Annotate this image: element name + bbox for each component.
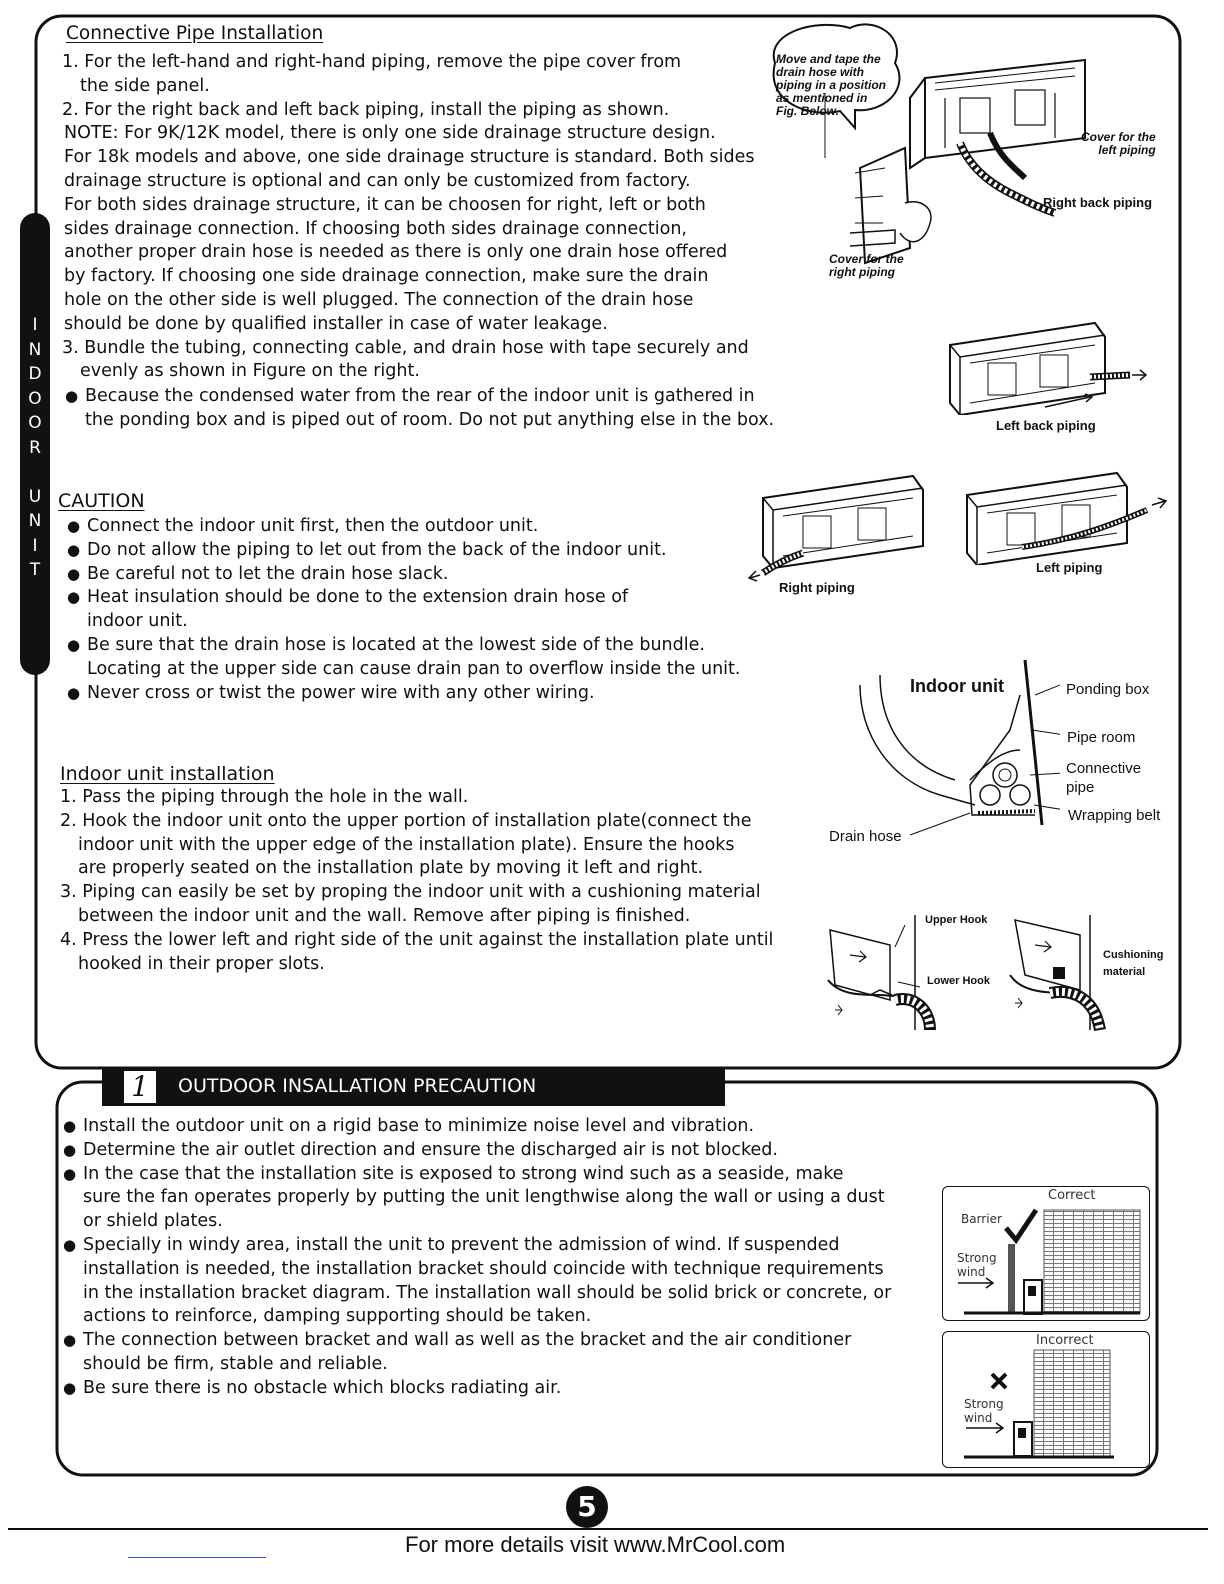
movetape-line: Fig. Below. [776, 104, 839, 118]
pipe-install-bullet-line: ● Because the condensed water from the rear of the indoor unit is gathered in [85, 385, 755, 409]
coverleft-line: left piping [1098, 143, 1156, 157]
side-tab-letter: U [28, 486, 42, 507]
correct-label: Correct [1048, 1188, 1096, 1203]
cushioning-label [1103, 947, 1164, 981]
incorrect-label: Incorrect [1036, 1333, 1094, 1348]
caution-line: ● Heat insulation should be done to the extension drain hose of [87, 586, 628, 610]
connpipe-line: Connective [1066, 760, 1142, 777]
outdoor-line: sure the fan operates properly by putting the unit lengthwise along the wall or using a dust [83, 1187, 885, 1208]
wind2-line: Strong [964, 1397, 1004, 1411]
outdoor-line: ● In the case that the installation site is exposed to strong wind such as a seaside, make [83, 1163, 844, 1187]
page-number: 5 [577, 1490, 597, 1523]
side-tab-letter: O [28, 388, 42, 409]
indoor-install-line: 2. Hook the indoor unit onto the upper portion of installation plate(connect the [60, 810, 752, 831]
outdoor-line: installation is needed, the installation bracket should coincide with technique requirements [83, 1258, 884, 1279]
caution-line: ● Never cross or twist the power wire with any other wiring. [87, 682, 595, 706]
drain-hose-label: Drain hose [829, 828, 902, 845]
pipe-install-line: drainage structure is optional and can only be customized from factory. [64, 171, 691, 191]
cushion-line: material [1103, 966, 1146, 978]
indoor-install-line: 4. Press the lower left and right side of the unit against the installation plate until [60, 929, 774, 950]
pipe-install-line: 1. For the left-hand and right-hand piping, remove the pipe cover from [62, 52, 682, 72]
footer-link-underline [128, 1557, 266, 1558]
strong-wind-label-correct [957, 1251, 997, 1279]
wind1-line: wind [957, 1265, 986, 1279]
coverright-line: right piping [829, 265, 895, 279]
movetape-line: piping in a position [776, 78, 886, 92]
move-tape-label [776, 53, 886, 118]
indoor-install-line: between the indoor unit and the wall. Remove after piping is finished. [78, 906, 691, 926]
lower-hook-label: Lower Hook [927, 975, 990, 987]
upper-hook-label: Upper Hook [925, 914, 988, 926]
outdoor-line: actions to reinforce, damping supporting should be taken. [83, 1306, 592, 1327]
pipe-install-line: 2. For the right back and left back piping, install the piping as shown. [62, 99, 670, 120]
footer-text: For more details visit www.MrCool.com [405, 1532, 786, 1557]
indoor-install-line: 3. Piping can easily be set by proping the indoor unit with a cushioning material [60, 882, 761, 903]
wind1-line: Strong [957, 1251, 997, 1265]
left-back-piping-illustration [940, 315, 1160, 415]
ponding-box-label: Ponding box [1066, 681, 1150, 698]
side-tab-letter: N [28, 339, 42, 360]
left-piping-label: Left piping [1036, 560, 1103, 575]
outdoor-number: 1 [131, 1070, 149, 1103]
strong-wind-label-incorrect [964, 1397, 1004, 1425]
outdoor-line: ● The connection between bracket and wall as well as the bracket and the air conditioner [83, 1329, 851, 1353]
left-back-piping-label: Left back piping [996, 418, 1096, 433]
outdoor-line: in the installation bracket diagram. The installation wall should be solid brick or concrete, or [83, 1282, 892, 1303]
footer-rule [8, 1528, 1208, 1530]
outdoor-line: ● Determine the air outlet direction and ensure the discharged air is not blocked. [83, 1139, 778, 1163]
pipe-install-line: NOTE: For 9K/12K model, there is only one side drainage structure design. [64, 123, 716, 144]
pipe-install-line: evenly as shown in Figure on the right. [80, 361, 420, 382]
pipe-install-line: For 18k models and above, one side drainage structure is standard. Both sides [64, 147, 755, 168]
pipe-install-line: the side panel. [80, 75, 210, 96]
outdoor-line: ● Install the outdoor unit on a rigid base to minimize noise level and vibration. [83, 1115, 754, 1139]
indoor-install-title: Indoor unit installation [60, 763, 275, 785]
side-tab-letter: T [29, 560, 41, 580]
pipe-install-line: by factory. If choosing one side drainage connection, make sure the drain [64, 266, 709, 287]
cover-left-label [1081, 131, 1156, 157]
side-tab-letter: I [32, 535, 38, 556]
cushion-line: Cushioning [1103, 949, 1164, 961]
outdoor-line: should be firm, stable and reliable. [83, 1354, 388, 1374]
caution-line: indoor unit. [87, 611, 188, 632]
side-tab-letter: R [29, 437, 41, 458]
caution-line: ● Do not allow the piping to let out from the back of the indoor unit. [87, 539, 667, 563]
coverleft-line: Cover for the [1081, 130, 1156, 144]
side-tab-letter: D [28, 364, 42, 384]
indoor-install-line: indoor unit with the upper edge of the installation plate). Ensure the hooks [78, 834, 735, 855]
movetape-line: Move and tape the [776, 52, 881, 66]
side-tab-letters [20, 313, 50, 583]
pipe-install-line: hole on the other side is well plugged. The connection of the drain hose [64, 290, 694, 310]
right-back-piping-label: Right back piping [1043, 195, 1153, 210]
outdoor-line: or shield plates. [83, 1211, 223, 1232]
pipe-install-line: sides drainage connection. If choosing both sides drainage connection, [64, 218, 687, 239]
pipe-install-line: For both sides drainage structure, it can be choosen for right, left or both [64, 194, 706, 215]
pipe-install-line: another proper drain hose is needed as there is only one drain hose offered [64, 242, 728, 263]
left-piping-illustration [962, 455, 1172, 565]
caution-line: ● Connect the indoor unit first, then the outdoor unit. [87, 515, 538, 539]
wind2-line: wind [964, 1411, 993, 1425]
connective-pipe-label [1066, 759, 1141, 797]
caution-line: Locating at the upper side can cause drain pan to overflow inside the unit. [87, 658, 741, 679]
caution-line: ● Be sure that the drain hose is located at the lowest side of the bundle. [87, 634, 705, 658]
outdoor-title: OUTDOOR INSALLATION PRECAUTION [178, 1075, 537, 1097]
movetape-line: as mentioned in [776, 91, 868, 105]
pipe-room-label: Pipe room [1067, 729, 1136, 746]
indoor-install-line: hooked in their proper slots. [78, 953, 325, 974]
coverright-line: Cover for the [829, 252, 904, 266]
movetape-line: drain hose with [776, 65, 865, 79]
barrier-label: Barrier [961, 1212, 1002, 1226]
outdoor-line: ● Specially in windy area, install the unit to prevent the admission of wind. If suspended [83, 1234, 840, 1258]
side-tab-letter: I [32, 315, 38, 335]
indoor-install-line: 1. Pass the piping through the hole in the wall. [60, 787, 469, 807]
connpipe-line: pipe [1066, 779, 1095, 796]
pipe-install-title: Connective Pipe Installation [66, 23, 324, 44]
pipe-install-line: should be done by qualified installer in case of water leakage. [64, 313, 608, 334]
caution-title: CAUTION [58, 490, 145, 512]
right-piping-label: Right piping [779, 580, 855, 595]
pipe-install-bullet-line: the ponding box and is piped out of room. Do not put anything else in the box. [85, 409, 775, 430]
pipe-install-line: 3. Bundle the tubing, connecting cable, and drain hose with tape securely and [62, 337, 749, 358]
side-tab-letter: N [28, 511, 42, 531]
caution-line: ● Be careful not to let the drain hose slack. [87, 563, 448, 587]
indoor-install-line: are properly seated on the installation plate by moving it left and right. [78, 858, 704, 879]
cover-right-label [829, 253, 904, 279]
side-tab-letter: O [28, 413, 42, 433]
outdoor-line: ● Be sure there is no obstacle which blocks radiating air. [83, 1377, 561, 1401]
side-tab-letter [20, 460, 50, 485]
right-piping-illustration [748, 458, 948, 583]
wrapping-belt-label: Wrapping belt [1068, 807, 1161, 824]
indoor-unit-label: Indoor unit [910, 676, 1004, 696]
